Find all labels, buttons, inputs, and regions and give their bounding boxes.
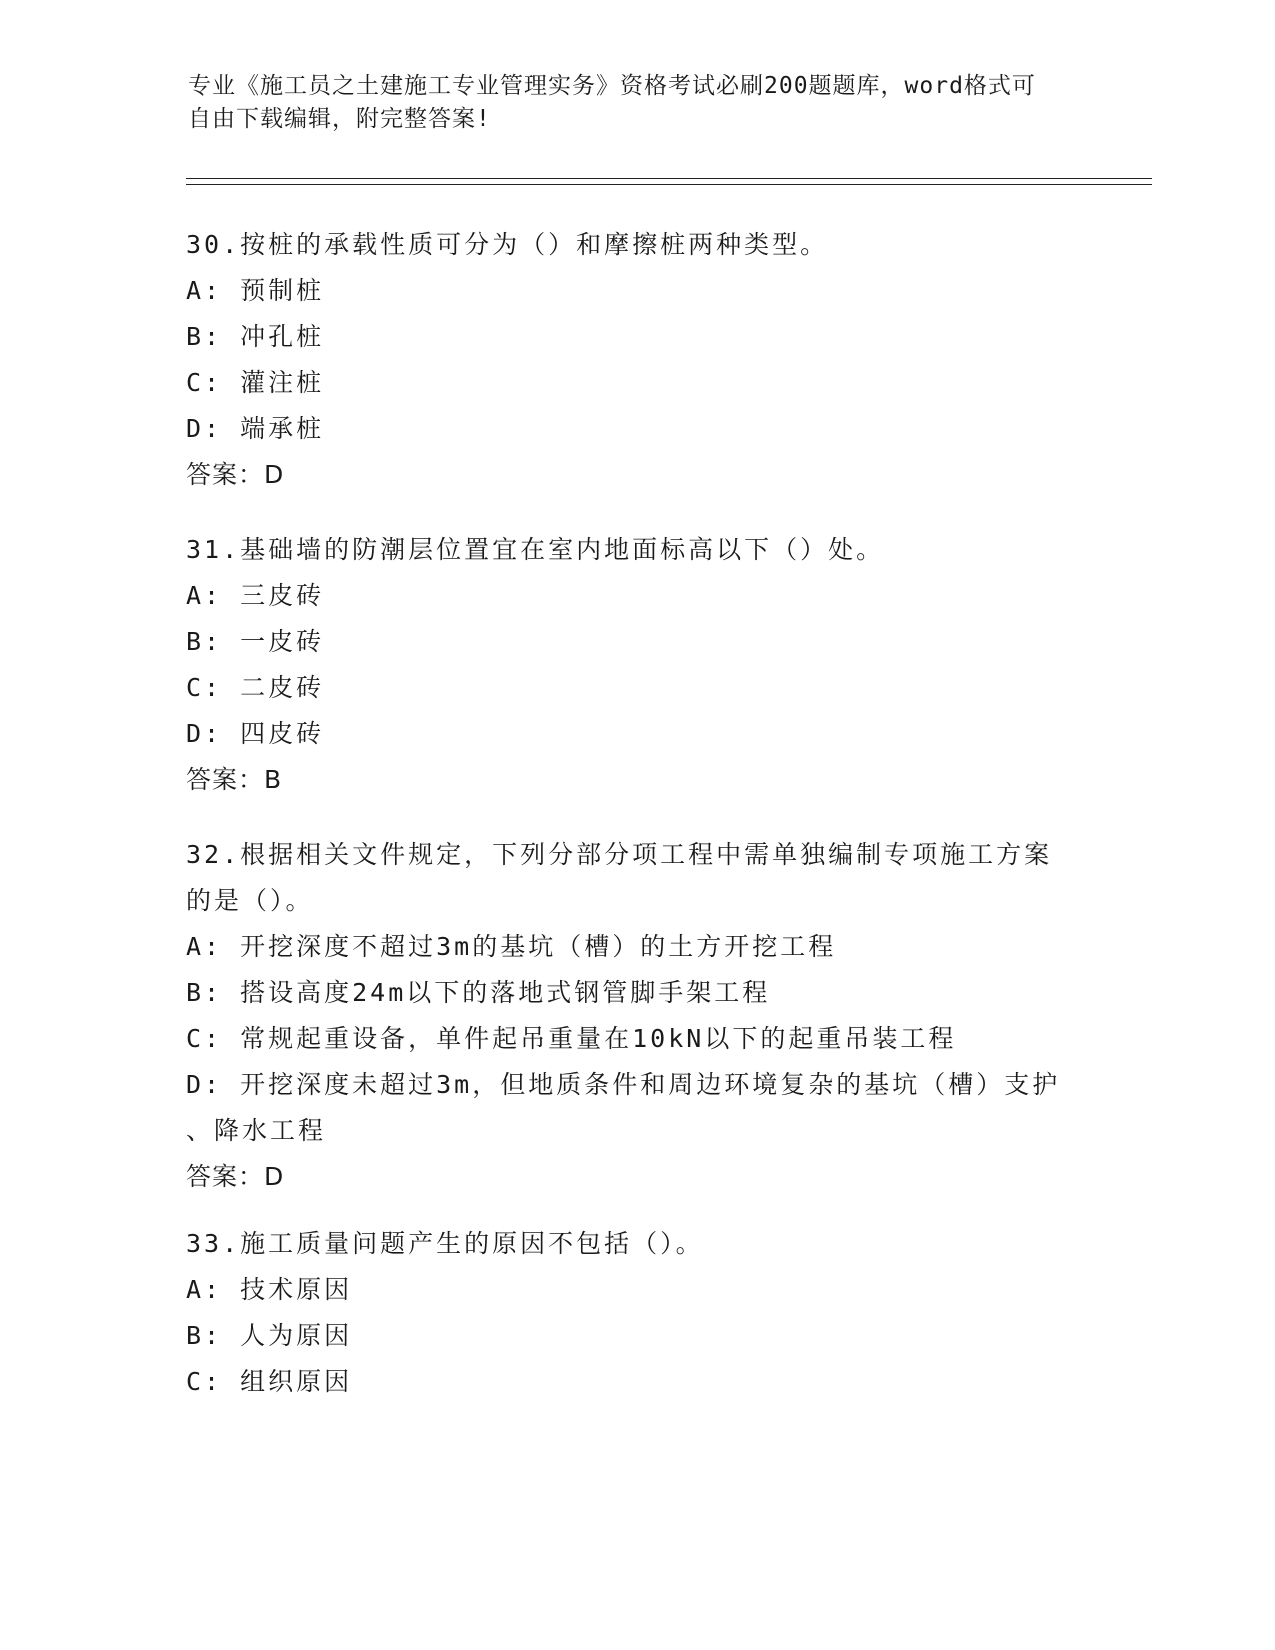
option-text: 开挖深度不超过3m的基坑（槽）的土方开挖工程 [240, 932, 837, 961]
answer-line: 答案：D [186, 1162, 285, 1191]
question-block [186, 832, 1086, 1200]
option-key: A: [186, 581, 223, 610]
option-key: B: [186, 627, 223, 656]
option-key: B: [186, 322, 223, 351]
question-block [186, 222, 1086, 498]
option-key: C: [186, 1024, 223, 1053]
option-line [186, 665, 1086, 711]
option-line [186, 1062, 1086, 1108]
option-text: 组织原因 [240, 1367, 353, 1396]
option-key: D: [186, 414, 223, 443]
option-line [186, 268, 1086, 314]
option-key: C: [186, 1367, 223, 1396]
header-line: 专业《施工员之土建施工专业管理实务》资格考试必刷200题题库，word格式可 [188, 73, 1036, 99]
option-key: A: [186, 932, 223, 961]
question-stem: 的是（）。 [186, 886, 314, 915]
question-block [186, 1221, 1086, 1405]
option-text: 端承桩 [240, 414, 325, 443]
option-text: 开挖深度未超过3m，但地质条件和周边环境复杂的基坑（槽）支护 [240, 1070, 1061, 1099]
option-line [186, 924, 1086, 970]
question-stem: 33.施工质量问题产生的原因不包括（）。 [186, 1229, 704, 1258]
header-line: 自由下载编辑，附完整答案! [188, 106, 491, 132]
option-text: 冲孔桩 [240, 322, 325, 351]
header-divider [186, 178, 1152, 179]
question-block [186, 527, 1086, 803]
option-line [186, 619, 1086, 665]
answer-line: 答案：D [186, 460, 285, 489]
option-text: 灌注桩 [240, 368, 325, 397]
option-text: 四皮砖 [240, 719, 325, 748]
question-stem: 30.按桩的承载性质可分为（）和摩擦桩两种类型。 [186, 230, 829, 259]
answer-line: 答案：B [186, 765, 283, 794]
option-text: 三皮砖 [240, 581, 325, 610]
option-line [186, 314, 1086, 360]
option-line [186, 970, 1086, 1016]
document-header [188, 70, 1068, 136]
option-text: 搭设高度24m以下的落地式钢管脚手架工程 [240, 978, 771, 1007]
option-line [186, 1267, 1086, 1313]
option-key: C: [186, 368, 223, 397]
option-key: D: [186, 1070, 223, 1099]
option-line [186, 406, 1086, 452]
option-text: 二皮砖 [240, 673, 325, 702]
option-text: 一皮砖 [240, 627, 325, 656]
option-key: A: [186, 276, 223, 305]
option-text: 常规起重设备，单件起吊重量在10kN以下的起重吊装工程 [240, 1024, 957, 1053]
option-line [186, 360, 1086, 406]
option-line: 、降水工程 [186, 1116, 327, 1145]
option-text: 技术原因 [240, 1275, 353, 1304]
option-line [186, 1359, 1086, 1405]
question-stem: 32.根据相关文件规定，下列分部分项工程中需单独编制专项施工方案 [186, 840, 1053, 869]
option-line [186, 1313, 1086, 1359]
header-divider [186, 184, 1152, 185]
option-key: C: [186, 673, 223, 702]
option-line [186, 711, 1086, 757]
question-stem: 31.基础墙的防潮层位置宜在室内地面标高以下（）处。 [186, 535, 885, 564]
option-key: B: [186, 1321, 223, 1350]
option-key: D: [186, 719, 223, 748]
option-text: 预制桩 [240, 276, 325, 305]
option-line [186, 573, 1086, 619]
option-line [186, 1016, 1086, 1062]
option-text: 人为原因 [240, 1321, 353, 1350]
option-key: B: [186, 978, 223, 1007]
option-key: A: [186, 1275, 223, 1304]
